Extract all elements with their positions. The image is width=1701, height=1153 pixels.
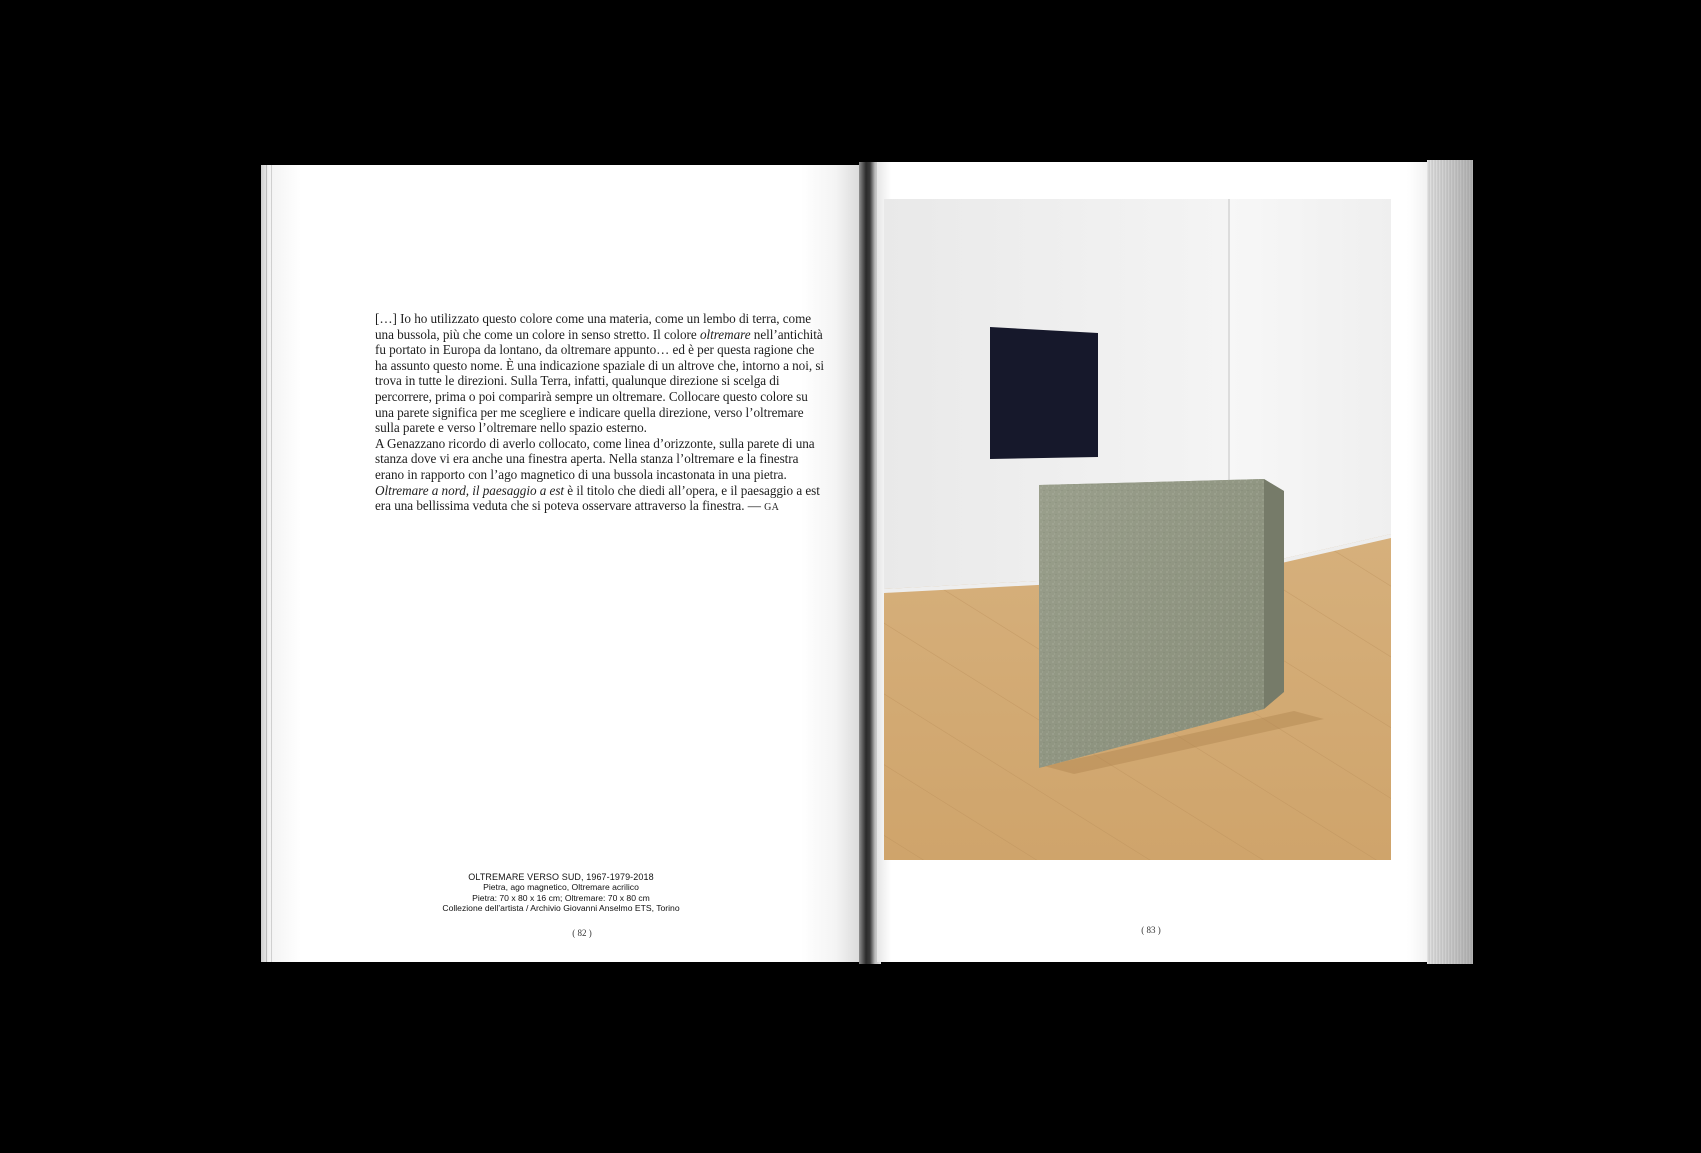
stone-side xyxy=(1264,479,1284,709)
page-stack-shade xyxy=(1427,160,1473,964)
author-signature: GA xyxy=(764,502,780,514)
paragraph-1 xyxy=(375,311,825,436)
text-run: è il titolo che diedi all’opera, e il paesaggio a est era una bellissima veduta che si poteva osservare attraverso la finestra. — xyxy=(375,482,820,514)
left-page xyxy=(261,165,861,962)
caption-dimensions: Pietra: 70 x 80 x 16 cm; Oltremare: 70 x 80 cm xyxy=(472,892,650,903)
text-run: A Genazzano ricordo di averlo collocato, come linea d’orizzonte, sulla parete di una stanza dove vi era anche una finestra aperta. Nella stanza l’oltremare e la finestra erano in rapporto con l’ago magnetico di una bussola incastonata in una pietra. xyxy=(375,435,815,482)
paragraph-2 xyxy=(375,436,825,516)
page-edge-line xyxy=(271,165,272,962)
text-run: […] Io ho utilizzato questo colore come una materia, come un lembo di terra, come una bussola, più che come un colore in senso stretto. Il colore xyxy=(375,311,812,342)
ultramarine-panel xyxy=(990,327,1098,459)
italic-term: oltremare xyxy=(699,326,751,342)
italic-work-title: Oltremare a nord, il paesaggio a est xyxy=(375,482,565,498)
page-edge-line xyxy=(266,165,267,962)
body-text xyxy=(375,311,825,516)
page-number-left: ( 82 ) xyxy=(572,928,592,938)
caption-materials: Pietra, ago magnetico, Oltremare acrilico xyxy=(483,882,639,893)
open-book xyxy=(261,162,1473,964)
artwork-caption xyxy=(361,872,761,914)
page-number-right: ( 83 ) xyxy=(1141,925,1161,935)
text-run: nell’antichità fu portato in Europa da lontano, da oltremare appunto… ed è per questa ragione che ha assunto questo nome. È una indicazione spaziale di un altrove che, intorno a noi, si trova in tutte le direzioni. Sulla Terra, infatti, qualunque direzione si scelga di percorrere, prima o poi comparirà sempre un oltremare. Collocare questo colore su una parete significa per me scegliere e indicare quella direzione, verso l’oltremare sulla parete e verso l’oltremare nello spazio esterno. xyxy=(375,326,825,436)
artwork-photograph xyxy=(884,199,1391,860)
caption-collection: Collezione dell’artista / Archivio Giovanni Anselmo ETS, Torino xyxy=(442,903,680,914)
caption-title: OLTREMARE VERSO SUD, 1967-1979-2018 xyxy=(468,872,654,882)
